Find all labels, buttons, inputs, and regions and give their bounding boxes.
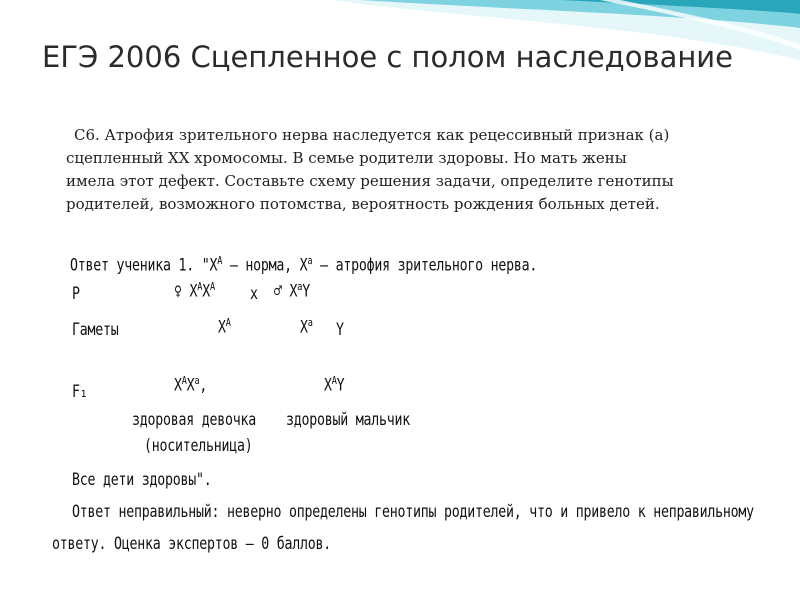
slide-title: ЕГЭ 2006 Сцепленное с полом наследование [42, 40, 733, 74]
task-text [66, 124, 766, 216]
task-line: С6. Атрофия зрительного нерва наследуется как рецессивный признак (а) [74, 126, 670, 144]
gamete-male-x: $X^a$ [300, 316, 313, 338]
daughter-description: здоровая девочка [132, 410, 256, 430]
task-line: сцепленный XX хромосомы. В семье родители здоровы. Но мать жены [66, 149, 627, 167]
verdict-line: Ответ неправильный: неверно определены генотипы родителей, что и привело к неправильному [72, 502, 754, 522]
cross-sign: x [250, 284, 258, 304]
f1-son-genotype: $X^AY$ [324, 374, 345, 396]
son-description: здоровый мальчик [286, 410, 410, 430]
gamete-female: $X^A$ [218, 316, 231, 338]
f1-daughter-genotype: $X^AX^a$, [174, 374, 208, 396]
answer-header-line: Ответ ученика 1. "$X^A$ — норма, $X^a$ — атрофия зрительного нерва. [70, 254, 538, 276]
student-answer-scan [52, 240, 767, 570]
all-healthy-line: Все дети здоровы". [72, 470, 212, 490]
female-genotype: ♀ $X^AX^A$ [174, 280, 215, 302]
task-line: имела этот дефект. Составьте схему решения задачи, определите генотипы [66, 172, 674, 190]
daughter-carrier-note: (носительница) [144, 436, 253, 456]
task-line: родителей, возможного потомства, вероятность рождения больных детей. [66, 195, 660, 213]
male-genotype: ♂ $X^aY$ [274, 280, 310, 302]
gamete-male-y: Y [336, 320, 344, 340]
verdict-line-score: ответу. Оценка экспертов — 0 баллов. [52, 534, 331, 554]
gametes-label: Гаметы [72, 320, 119, 340]
parents-label: P [72, 284, 80, 304]
f1-label: F₁ [72, 382, 88, 402]
